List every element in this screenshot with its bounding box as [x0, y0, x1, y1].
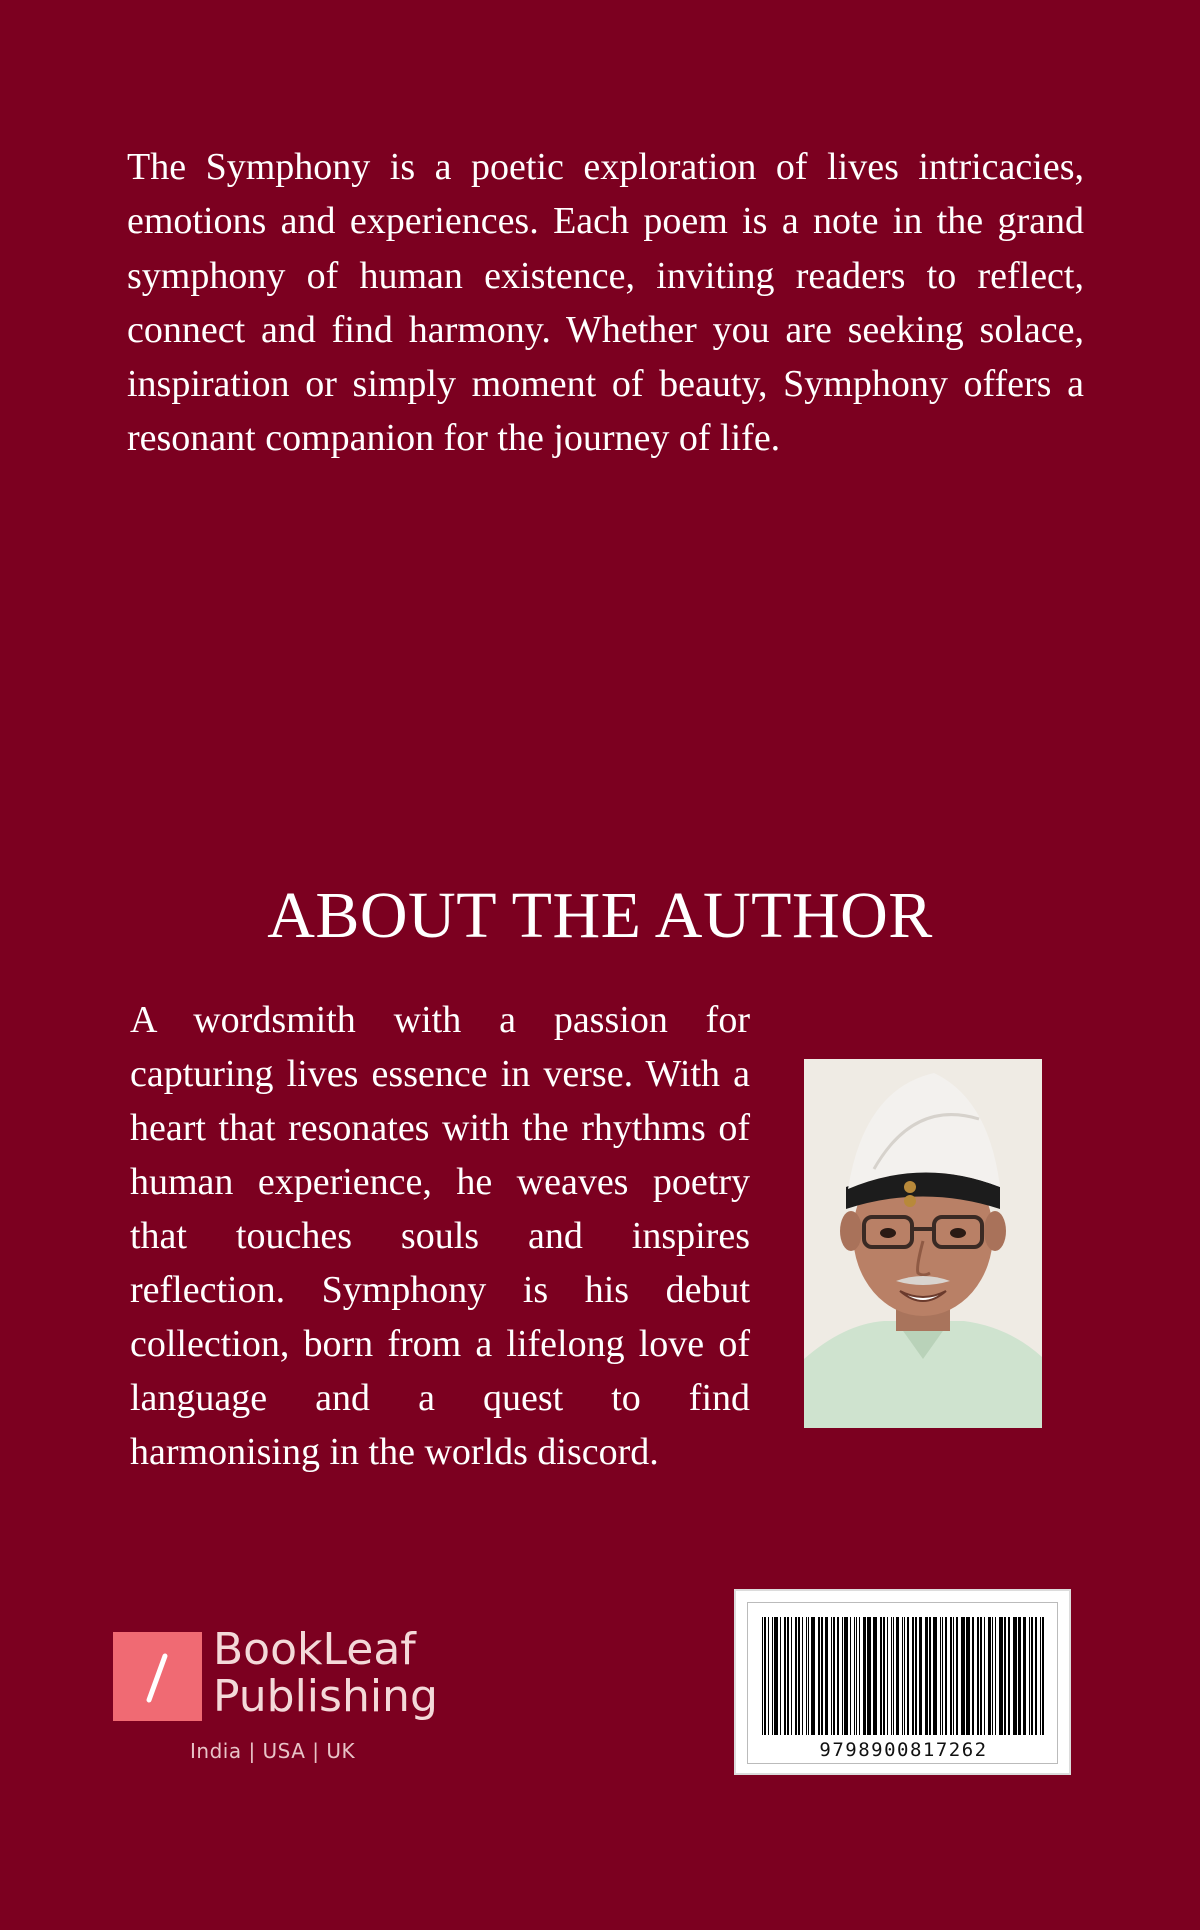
barcode-bar — [961, 1617, 965, 1735]
barcode-bar — [945, 1617, 947, 1735]
barcode-bar — [995, 1617, 996, 1735]
barcode-bar — [956, 1617, 958, 1735]
barcode-bar — [953, 1617, 954, 1735]
barcode-bar — [891, 1617, 892, 1735]
barcode-bar — [992, 1617, 993, 1735]
barcode-bar — [950, 1617, 952, 1735]
barcode-bar — [842, 1617, 843, 1735]
barcode-bar — [844, 1617, 848, 1735]
publisher-name — [213, 1626, 438, 1720]
barcode-bar — [933, 1617, 937, 1735]
isbn-barcode — [734, 1589, 1071, 1775]
barcode-bar — [902, 1617, 903, 1735]
barcode-bar — [929, 1617, 931, 1735]
barcode-bar — [907, 1617, 909, 1735]
barcode-bar — [972, 1617, 974, 1735]
barcode-bar — [1042, 1617, 1044, 1735]
barcode-bar — [883, 1617, 885, 1735]
book-blurb: The Symphony is a poetic exploration of lives intricacies, emotions and experiences. Each poem is a note in the grand symphony of human existence, inviting readers to reflect, connect and find harmony. Whether you are seeking solace, inspiration or simply moment of beauty, Symphony offers a resonant companion for the journey of life. — [127, 146, 1084, 460]
barcode-bar — [762, 1617, 763, 1735]
barcode-bar — [863, 1617, 866, 1735]
barcode-bar — [919, 1617, 922, 1735]
barcode-bar — [859, 1617, 860, 1735]
isbn-number: 9798900817262 — [819, 1739, 988, 1761]
barcode-bar — [966, 1617, 970, 1735]
barcode-bar — [833, 1617, 835, 1735]
barcode-bar — [837, 1617, 839, 1735]
barcode-bar — [808, 1617, 809, 1735]
author-photo — [804, 1059, 1042, 1428]
barcode-bar — [925, 1617, 928, 1735]
barcode-bar — [791, 1617, 792, 1735]
barcode-bar — [887, 1617, 888, 1735]
barcode-bar — [942, 1617, 943, 1735]
slash-icon — [113, 1632, 202, 1721]
barcode-bar — [988, 1617, 991, 1735]
barcode-bar — [798, 1617, 800, 1735]
barcode-bar — [787, 1617, 789, 1735]
author-portrait-icon — [804, 1059, 1042, 1428]
publisher-name-line2: Publishing — [213, 1671, 438, 1722]
publisher-logo-mark — [113, 1632, 202, 1721]
barcode-bar — [811, 1617, 815, 1735]
author-bio: A wordsmith with a passion for capturing lives essence in verse. With a heart that resonates with the rhythms of human experience, he weaves poetry that touches souls and inspires reflection. Symphony is his debut collection, born from a lifelong love of language and a quest to find harmonising in the worlds discord. — [130, 999, 750, 1473]
barcode-bar — [856, 1617, 857, 1735]
barcode-bar — [880, 1617, 882, 1735]
barcode-bar — [1023, 1617, 1026, 1735]
barcode-bar — [806, 1617, 807, 1735]
barcode-bar — [915, 1617, 917, 1735]
barcode-bar — [1035, 1617, 1037, 1735]
barcode-bar — [999, 1617, 1003, 1735]
barcode-bar — [940, 1617, 941, 1735]
publisher-regions: India | USA | UK — [190, 1739, 356, 1763]
barcode-bar — [896, 1617, 899, 1735]
barcode-bar — [784, 1617, 786, 1735]
barcode-bar — [1013, 1617, 1017, 1735]
barcode-bar — [764, 1617, 766, 1735]
barcode-bar — [831, 1617, 832, 1735]
barcode-frame — [747, 1602, 1058, 1764]
barcode-bar — [893, 1617, 894, 1735]
barcode-bar — [825, 1617, 828, 1735]
barcode-bar — [821, 1617, 823, 1735]
barcode-bar — [980, 1617, 982, 1735]
publisher-name-line1: BookLeaf — [213, 1624, 416, 1675]
barcode-bar — [1018, 1617, 1021, 1735]
barcode-bar — [873, 1617, 877, 1735]
barcode-bar — [867, 1617, 871, 1735]
about-author-heading: ABOUT THE AUTHOR — [267, 879, 933, 952]
barcode-bar — [795, 1617, 797, 1735]
barcode-bar — [904, 1617, 905, 1735]
barcode-bar — [802, 1617, 803, 1735]
barcode-bar — [1031, 1617, 1033, 1735]
barcode-bar — [818, 1617, 820, 1735]
barcode-bar — [1029, 1617, 1030, 1735]
barcode-bar — [774, 1617, 778, 1735]
barcode-bar — [977, 1617, 979, 1735]
barcode-bar — [772, 1617, 773, 1735]
barcode-bar — [1040, 1617, 1041, 1735]
barcode-bar — [850, 1617, 851, 1735]
barcode-icon — [762, 1617, 1045, 1735]
barcode-bar — [1004, 1617, 1006, 1735]
barcode-bar — [768, 1617, 769, 1735]
barcode-bar — [854, 1617, 855, 1735]
barcode-bar — [912, 1617, 914, 1735]
barcode-bar — [1008, 1617, 1010, 1735]
barcode-bar — [780, 1617, 781, 1735]
barcode-bar — [984, 1617, 985, 1735]
